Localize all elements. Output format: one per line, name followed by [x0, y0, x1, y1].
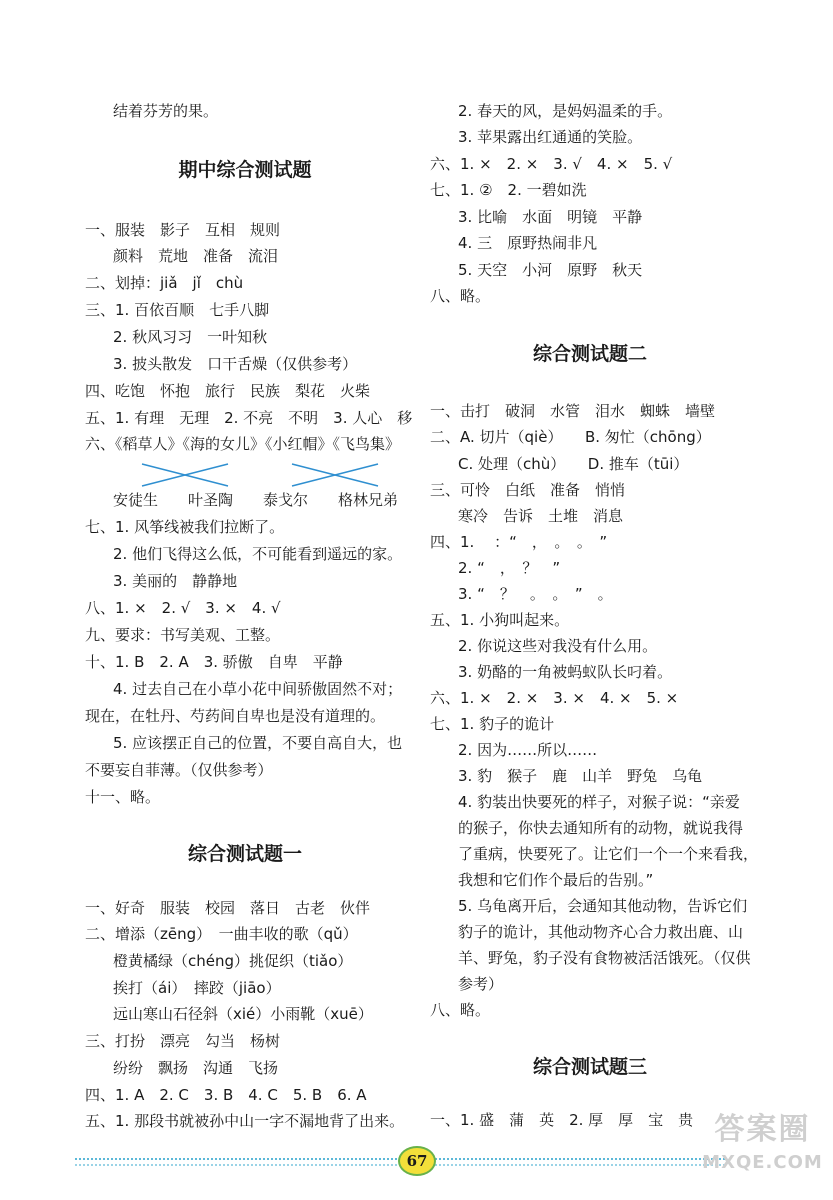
- answer-line: 不要妄自菲薄。（仅供参考）: [85, 761, 273, 779]
- answer-line: 5. 应该摆正自己的位置，不要自高自大，也: [113, 734, 403, 752]
- answer-line: 六、1. × 2. × 3. √ 4. × 5. √: [430, 155, 673, 173]
- answer-line: 十、1. B 2. A 3. 骄傲 自卑 平静: [85, 653, 343, 671]
- answer-line: 挨打（ái） 摔跤（jiāo）: [113, 979, 281, 997]
- answer-line: 橙黄橘绿（chéng）挑促织（tiǎo）: [113, 952, 353, 970]
- answer-line: 一、好奇 服装 校园 落日 古老 伙伴: [85, 899, 371, 917]
- answer-line: 七、1. 风筝线被我们拉断了。: [85, 518, 285, 536]
- answer-line: 结着芬芳的果。: [113, 102, 219, 120]
- answer-line: 3. 苹果露出红通通的笑脸。: [458, 128, 643, 146]
- answer-line: 4. 豹装出快要死的样子，对猴子说：“亲爱: [458, 793, 740, 811]
- answer-line: 四、1. A 2. C 3. B 4. C 5. B 6. A: [85, 1086, 367, 1104]
- answer-line: 远山寒山石径斜（xié）小雨靴（xuē）: [113, 1005, 373, 1023]
- section-title-test1: 综合测试题一: [187, 843, 302, 865]
- section-title-test3: 综合测试题三: [532, 1056, 647, 1078]
- answer-line: 五、1. 有理 无理 2. 不亮 不明 3. 人心 移: [85, 409, 413, 427]
- watermark-url: MXQE.COM: [702, 1152, 823, 1173]
- answer-line: 3. 披头散发 口干舌燥（仅供参考）: [113, 355, 358, 373]
- answer-line: 2. 你说这些对我没有什么用。: [458, 637, 658, 655]
- answer-line: 四、1. ：“ ， 。 。 ”: [430, 533, 608, 551]
- answer-line: 5. 乌龟离开后，会通知其他动物，告诉它们: [458, 897, 748, 915]
- answer-line: 3. 奶酪的一角被蚂蚁队长叼着。: [458, 663, 673, 681]
- answer-line: 3. 比喻 水面 明镜 平静: [458, 208, 643, 226]
- answer-line: 七、1. ② 2. 一碧如洗: [430, 181, 587, 199]
- answer-line: 羊、野兔，豹子没有食物被活活饿死。（仅供: [458, 949, 751, 967]
- answer-line: 八、略。: [430, 287, 491, 305]
- answer-line: 4. 三 原野热闹非凡: [458, 234, 598, 252]
- answer-line: 2. 他们飞得这么低，不可能看到遥远的家。: [113, 545, 403, 563]
- answer-line: 我想和它们作个最后的告别。”: [458, 871, 654, 889]
- answer-line: 二、划掉：jiǎ jǐ chù: [85, 274, 244, 292]
- answer-line: 三、1. 百依百顺 七手八脚: [85, 301, 270, 319]
- answer-line: 2. 春天的风，是妈妈温柔的手。: [458, 102, 673, 120]
- answer-line: C. 处理（chù） D. 推车（tūi）: [458, 455, 689, 473]
- answer-line: 3. 美丽的 静静地: [113, 572, 238, 590]
- page-number: 67: [398, 1146, 436, 1176]
- answer-line: 参考）: [458, 975, 504, 993]
- answer-line: 十一、略。: [85, 788, 161, 806]
- answer-line: 3. “ ？ 。 。 ” 。: [458, 585, 613, 603]
- watermark-text: 答案圈: [714, 1112, 811, 1147]
- answer-line: 一、击打 破洞 水管 泪水 蜘蛛 墙壁: [430, 402, 716, 420]
- answer-line: 颜料 荒地 准备 流泪: [113, 247, 279, 265]
- answer-line: 八、略。: [430, 1001, 491, 1019]
- answer-line: 一、1. 盛 蒲 英 2. 厚 厚 宝 贵: [430, 1111, 694, 1129]
- answer-line: 五、1. 小狗叫起来。: [430, 611, 570, 629]
- answer-line: 六、《稻草人》《海的女儿》《小红帽》《飞鸟集》: [85, 435, 401, 453]
- watermark-logo: [700, 1110, 825, 1195]
- answer-line: 五、1. 那段书就被孙中山一字不漏地背了出来。: [85, 1112, 405, 1130]
- section-title-midterm: 期中综合测试题: [178, 159, 312, 181]
- answer-line: 二、增添（zēng） 一曲丰收的歌（qǔ）: [85, 925, 358, 943]
- answer-line: 5. 天空 小河 原野 秋天: [458, 261, 643, 279]
- answer-line: 六、1. × 2. × 3. × 4. × 5. ×: [430, 689, 679, 707]
- answer-line: 九、要求：书写美观、工整。: [85, 626, 281, 644]
- section-title-test2: 综合测试题二: [532, 343, 647, 365]
- answer-line: 一、服装 影子 互相 规则: [85, 221, 281, 239]
- answer-line: 三、打扮 漂亮 勾当 杨树: [85, 1032, 281, 1050]
- answer-line: 豹子的诡计，其他动物齐心合力救出鹿、山: [458, 923, 744, 941]
- answer-line: 四、吃饱 怀抱 旅行 民族 梨花 火柴: [85, 382, 371, 400]
- answer-line: 4. 过去自己在小草小花中间骄傲固然不对；: [113, 680, 403, 698]
- answer-line: 2. 秋风习习 一叶知秋: [113, 328, 268, 346]
- answer-line: 的猴子，你快去通知所有的动物，就说我得: [458, 819, 744, 837]
- answer-line: 纷纷 飘扬 沟通 飞扬: [113, 1059, 279, 1077]
- answer-line: 安徒生 叶圣陶 泰戈尔 格林兄弟: [113, 491, 399, 509]
- answer-line: 七、1. 豹子的诡计: [430, 715, 555, 733]
- answer-line: 八、1. × 2. √ 3. × 4. √: [85, 599, 281, 617]
- answer-line: 2. 因为……所以……: [458, 741, 598, 759]
- answer-line: 了重病，快要死了。让它们一个一个来看我，: [458, 845, 759, 863]
- answer-line: 二、A. 切片（qiè） B. 匆忙（chōng）: [430, 428, 711, 446]
- answer-line: 寒冷 告诉 土堆 消息: [458, 507, 624, 525]
- answer-line: 现在，在牡丹、芍药间自卑也是没有道理的。: [85, 707, 386, 725]
- answer-line: 3. 豹 猴子 鹿 山羊 野兔 乌龟: [458, 767, 703, 785]
- answer-line: 三、可怜 白纸 准备 悄悄: [430, 481, 626, 499]
- answer-line: 2. “ ， ？ ”: [458, 559, 561, 577]
